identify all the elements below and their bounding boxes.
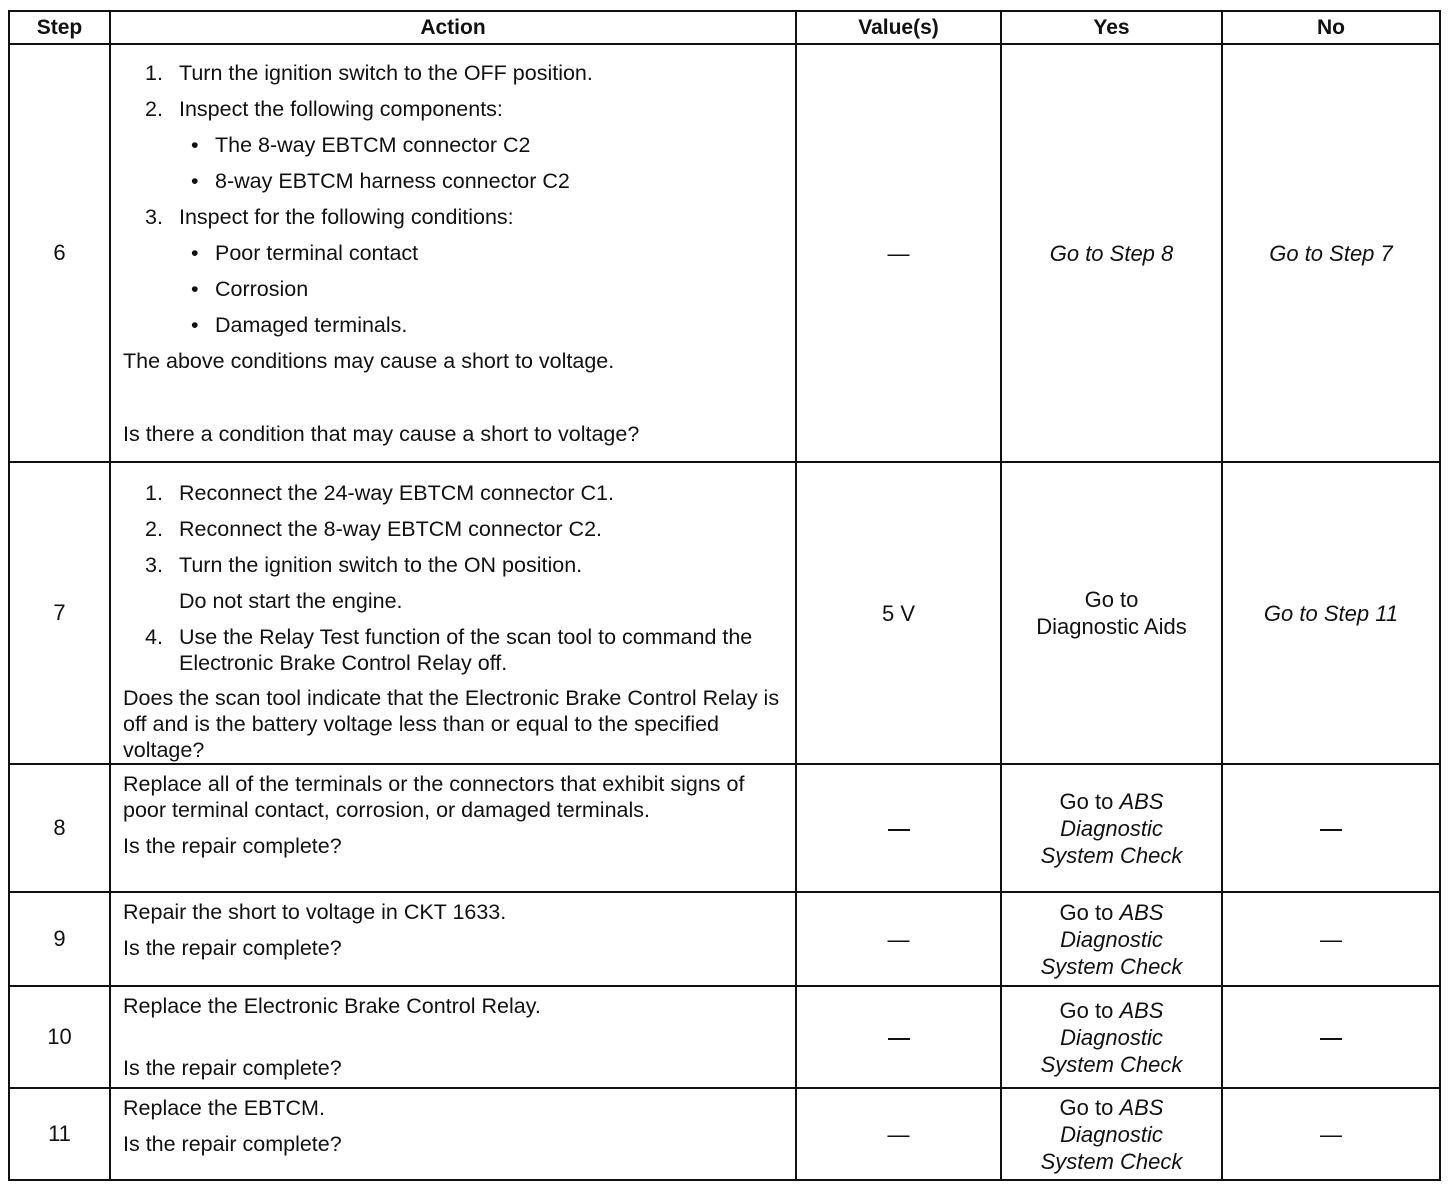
action-cell bbox=[110, 1088, 796, 1180]
step-number: 10 bbox=[9, 986, 110, 1088]
action-text: Replace the EBTCM. bbox=[123, 1096, 325, 1120]
yes-cell bbox=[1001, 1088, 1222, 1180]
question-text: Is the repair complete? bbox=[123, 936, 342, 960]
abs-link[interactable]: ABS bbox=[1119, 997, 1164, 1023]
table-row-step-9 bbox=[9, 892, 1440, 986]
bullet-text: Corrosion bbox=[215, 277, 309, 301]
step-number: 6 bbox=[9, 44, 110, 462]
abs-link[interactable]: Diagnostic bbox=[1060, 1121, 1163, 1147]
no-cell: Go to Step 11 bbox=[1222, 462, 1440, 764]
note-text: The above conditions may cause a short to voltage. bbox=[123, 349, 615, 373]
bullet-item: • 8-way EBTCM harness connector C2 bbox=[191, 163, 781, 199]
bullet-text: Poor terminal contact bbox=[215, 241, 419, 265]
table-row-step-11 bbox=[9, 1088, 1440, 1180]
action-cell bbox=[110, 764, 796, 892]
list-item bbox=[145, 547, 781, 583]
question-text: Does the scan tool indicate that the Electronic Brake Control Relay is off and is the battery voltage less than or equal to the specified voltage? bbox=[123, 686, 780, 762]
step-numeral: 4. bbox=[145, 625, 163, 649]
header-yes: Yes bbox=[1001, 11, 1222, 44]
dash-mark bbox=[1320, 1038, 1342, 1040]
step-number: 11 bbox=[9, 1088, 110, 1180]
value-cell: — bbox=[796, 44, 1001, 462]
bullet-item: • The 8-way EBTCM connector C2 bbox=[191, 127, 781, 163]
no-cell: — bbox=[1222, 892, 1440, 986]
yes-prefix: Go to bbox=[1059, 997, 1120, 1023]
step-text: 1. Reconnect the 24-way EBTCM connector C1. bbox=[145, 475, 781, 511]
header-values: Value(s) bbox=[796, 11, 1001, 44]
yes-prefix: Go to bbox=[1059, 1094, 1120, 1120]
step-text: 2. Reconnect the 8-way EBTCM connector C2. bbox=[145, 511, 781, 547]
list-item bbox=[145, 619, 781, 681]
yes-prefix: Go to bbox=[1059, 899, 1120, 925]
bullet-item: • Damaged terminals. bbox=[191, 307, 781, 343]
header-no: No bbox=[1222, 11, 1440, 44]
step-number: 8 bbox=[9, 764, 110, 892]
list-item bbox=[145, 511, 781, 547]
abs-link[interactable]: ABS bbox=[1119, 788, 1164, 814]
list-item: 2. Inspect the following components: bbox=[145, 91, 781, 127]
abs-link[interactable]: System Check bbox=[1040, 953, 1183, 979]
step-numeral: 1. bbox=[145, 481, 163, 505]
action-cell bbox=[110, 462, 796, 764]
value-cell: — bbox=[796, 892, 1001, 986]
abs-link[interactable]: Diagnostic bbox=[1060, 926, 1163, 952]
abs-link[interactable]: System Check bbox=[1040, 1051, 1183, 1077]
abs-link[interactable]: System Check bbox=[1040, 842, 1183, 868]
dash-mark bbox=[1320, 829, 1342, 831]
yes-cell bbox=[1001, 986, 1222, 1088]
yes-line: Go to bbox=[1084, 587, 1139, 612]
list-item: 1. Turn the ignition switch to the OFF position. bbox=[145, 55, 781, 91]
bullet-item: • Poor terminal contact bbox=[191, 235, 781, 271]
action-cell bbox=[110, 986, 796, 1088]
action-cell bbox=[110, 892, 796, 986]
step-text: 3. Turn the ignition switch to the ON position. bbox=[145, 547, 781, 583]
no-cell bbox=[1222, 764, 1440, 892]
yes-cell bbox=[1001, 462, 1222, 764]
list-item: 3. Inspect for the following conditions: bbox=[145, 199, 781, 235]
bullet-text: Damaged terminals. bbox=[215, 313, 408, 337]
abs-link[interactable]: Diagnostic bbox=[1060, 815, 1163, 841]
action-text: Replace the Electronic Brake Control Relay. bbox=[123, 994, 541, 1018]
value-cell bbox=[796, 986, 1001, 1088]
no-cell bbox=[1222, 986, 1440, 1088]
header-action: Action bbox=[110, 11, 796, 44]
step-number: 9 bbox=[9, 892, 110, 986]
header-row bbox=[9, 11, 1440, 44]
action-text: Repair the short to voltage in CKT 1633. bbox=[123, 900, 507, 924]
table-row-step-7 bbox=[9, 462, 1440, 764]
step-text: Turn the ignition switch to the OFF position. bbox=[179, 61, 593, 85]
question-text: Is the repair complete? bbox=[123, 1132, 342, 1156]
step-number: 7 bbox=[9, 462, 110, 764]
step-numeral: 2. bbox=[145, 517, 163, 541]
list-item bbox=[145, 475, 781, 511]
action-cell bbox=[110, 44, 796, 462]
yes-line: Diagnostic Aids bbox=[1036, 614, 1187, 639]
step-text: 4. Use the Relay Test function of the scan tool to command the Electronic Brake Control Relay off. bbox=[145, 625, 753, 675]
question-text: Is the repair complete? bbox=[123, 834, 342, 858]
step-numeral: 3. bbox=[145, 553, 163, 577]
sub-note: Do not start the engine. bbox=[179, 589, 403, 613]
table-row-step-8 bbox=[9, 764, 1440, 892]
question-text: Is the repair complete? bbox=[123, 1056, 342, 1080]
table-row-step-10 bbox=[9, 986, 1440, 1088]
step-text: Inspect for the following conditions: bbox=[179, 205, 514, 229]
yes-prefix: Go to bbox=[1059, 788, 1120, 814]
header-step: Step bbox=[9, 11, 110, 44]
abs-link[interactable]: Diagnostic bbox=[1060, 1024, 1163, 1050]
yes-cell bbox=[1001, 764, 1222, 892]
question-text: Is there a condition that may cause a short to voltage? bbox=[123, 422, 640, 446]
abs-link[interactable]: ABS bbox=[1119, 1094, 1164, 1120]
no-cell: — bbox=[1222, 1088, 1440, 1180]
dash-mark bbox=[888, 1038, 910, 1040]
table-row-step-6 bbox=[9, 44, 1440, 462]
value-cell: — bbox=[796, 1088, 1001, 1180]
value-cell: 5 V bbox=[796, 462, 1001, 764]
abs-link[interactable]: ABS bbox=[1119, 899, 1164, 925]
yes-cell: Go to Step 8 bbox=[1001, 44, 1222, 462]
no-cell: Go to Step 7 bbox=[1222, 44, 1440, 462]
diagnostic-table bbox=[8, 10, 1441, 1181]
yes-cell bbox=[1001, 892, 1222, 986]
action-text: Replace all of the terminals or the connectors that exhibit signs of poor terminal contact, corrosion, or damaged terminals. bbox=[123, 772, 745, 822]
bullet-text: The 8-way EBTCM connector C2 bbox=[215, 133, 531, 157]
bullet-text: 8-way EBTCM harness connector C2 bbox=[215, 169, 570, 193]
step-text: Inspect the following components: bbox=[179, 97, 503, 121]
bullet-item: • Corrosion bbox=[191, 271, 781, 307]
abs-link[interactable]: System Check bbox=[1040, 1148, 1183, 1174]
dash-mark bbox=[888, 829, 910, 831]
value-cell bbox=[796, 764, 1001, 892]
